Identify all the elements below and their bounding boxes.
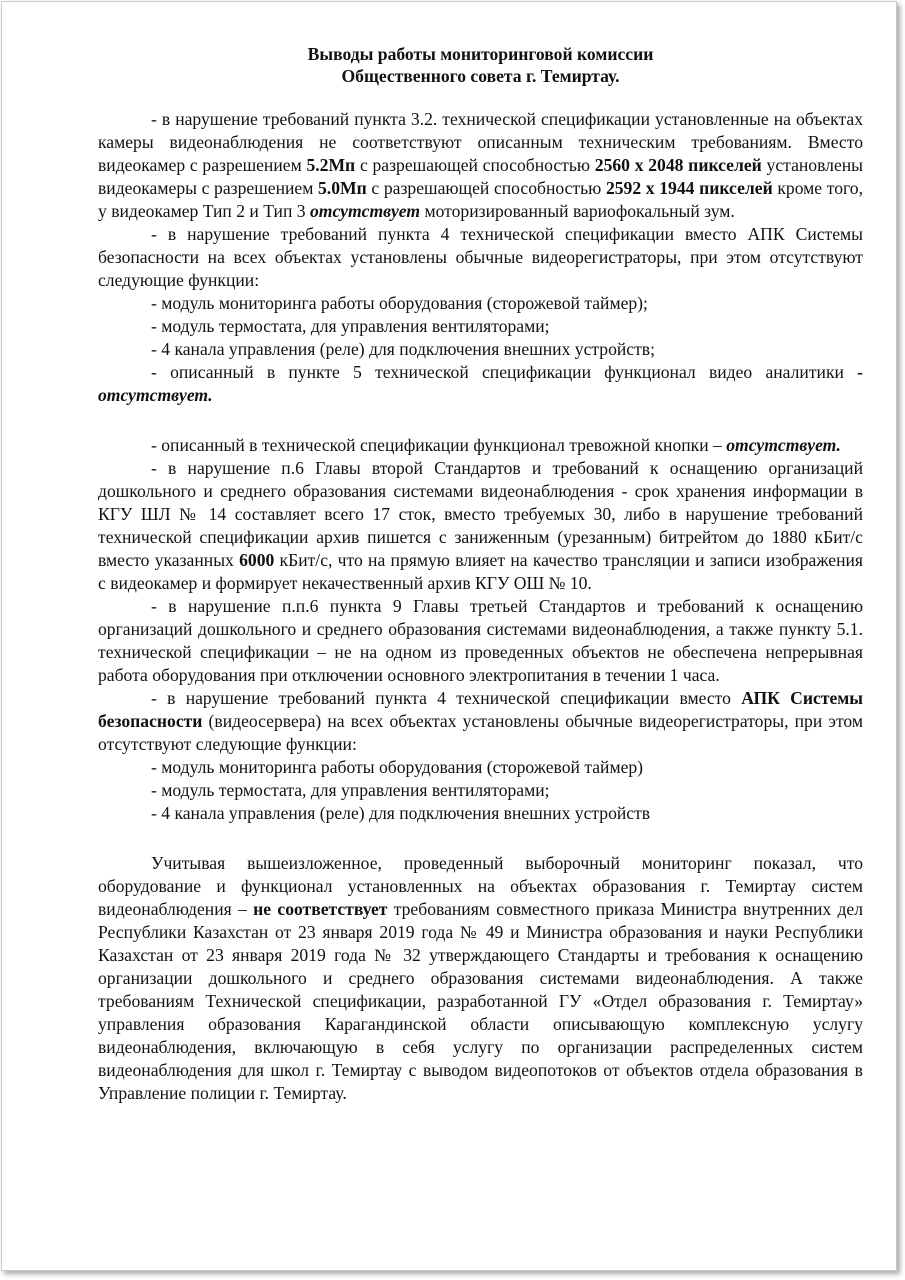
paragraph-analytics — [98, 361, 863, 407]
text-run: - в нарушение п.6 Главы второй Стандартов и требований к оснащению организаций дошкольного и среднего образования системами видеонаблюдения - срок хранения информации в КГУ ШЛ № 14 составляет всего 17 сток, вместо требуемых 30, либо в нарушение требований технической спецификации архив пишется с заниженным (урезанным) битрейтом до 1880 кБит/с вместо указанных — [98, 458, 863, 570]
bold-run: - — [857, 362, 863, 382]
paragraph-storage — [98, 457, 863, 595]
bold-run: 6000 — [239, 550, 275, 570]
title-line-1: Выводы работы мониторинговой комиссии — [307, 44, 654, 64]
bold-run: 5.2Мп — [306, 155, 356, 175]
text-run: кроме того, у видеокамер Тип 2 и Тип 3 — [98, 178, 864, 221]
title-line-2: Общественного совета г. Темиртау. — [341, 66, 620, 86]
document-body — [98, 43, 863, 1105]
paragraph-conclusion — [98, 852, 863, 1105]
text-run: кБит/с, что на прямую влияет на качество трансляции и записи изображения с видеокамер и формирует некачественный архив КГУ ОШ № 10. — [98, 550, 864, 593]
text-run: - в нарушение требований пункта 3.2. технической спецификации установленные на объектах камеры видеонаблюдения не соответствуют описанным техническим требованиям. Вместо видеокамер с разрешением — [98, 109, 863, 175]
paragraph-apk-server — [98, 687, 863, 756]
bold-italic-run: отсутствует. — [726, 435, 841, 455]
text-run: требованиям совместного приказа Министра внутренних дел Республики Казахстан от 23 января 2019 года № 49 и Министра образования и науки Республики Казахстан от 23 января 2019 года № 32 утверждающего Стандарты и требования к оснащению организации дошкольного и среднего образования системами видеонаблюдения. А также требованиям Технической спецификации, разработанной ГУ «Отдел образования г. Темиртау» управления образования Карагандинской области описывающую комплексную услугу видеонаблюдения, включающую в себя услугу по организации распределенных систем видеонаблюдения для школ г. Темиртау с выводом видеопотоков от объектов отдела образования в Управление полиции г. Темиртау. — [98, 899, 864, 1103]
text-run: - в нарушение требований пункта 4 технической спецификации вместо — [151, 688, 742, 708]
spacer — [98, 825, 863, 852]
list-item: - модуль термостата, для управления вентиляторами; — [151, 316, 550, 336]
bold-italic-run: отсутствует. — [98, 385, 213, 405]
paragraph-power: - в нарушение п.п.6 пункта 9 Главы третьей Стандартов и требований к оснащению организаций дошкольного и среднего образования системами видеонаблюдения, а также пункту 5.1. технической спецификации – не на одном из проведенных объектов не обеспечена непрерывная работа оборудования при отключении основного электропитания в течении 1 часа. — [98, 596, 863, 685]
text-run: - описанный в пункте 5 технической спецификации функционал видео аналитики — [151, 362, 858, 382]
paragraph-apk: - в нарушение требований пункта 4 технической спецификации вместо АПК Системы безопасности на всех объектах установлены обычные видеорегистраторы, при этом отсутствуют следующие функции: — [98, 224, 863, 290]
paragraph-panic-button — [98, 434, 863, 457]
text-run: - описанный в технической спецификации функционал тревожной кнопки – — [151, 435, 727, 455]
text-run: установлены видеокамеры с разрешением — [98, 155, 863, 198]
list-item: - модуль мониторинга работы оборудования (сторожевой таймер) — [151, 757, 644, 777]
list-item: - 4 канала управления (реле) для подключения внешних устройств; — [151, 339, 655, 359]
bold-italic-run: отсутствует — [309, 201, 421, 221]
list-item: - 4 канала управления (реле) для подключения внешних устройств — [151, 803, 651, 823]
text-run: моторизированный вариофокальный зум. — [420, 201, 735, 221]
text-run: Учитывая вышеизложенное, проведенный выборочный мониторинг показал, что оборудование и функционал установленных на объектах образования г. Темиртау систем видеонаблюдения – — [98, 853, 863, 919]
bold-run: 2560 х 2048 пикселей — [594, 155, 762, 175]
bold-run: АПК Системы безопасности — [98, 688, 863, 731]
list-item: - модуль мониторинга работы оборудования (сторожевой таймер); — [151, 293, 648, 313]
paragraph-cameras — [98, 108, 863, 223]
text-run: с разрешающей способностью — [355, 155, 595, 175]
document-title — [98, 43, 863, 87]
text-run: с разрешающей способностью — [366, 178, 606, 198]
spacer — [98, 407, 863, 434]
bold-run: 5.0Мп — [318, 178, 367, 198]
bold-run: не соответствует — [253, 899, 388, 919]
document-page — [1, 1, 897, 1271]
bold-run: 2592 х 1944 пикселей — [605, 178, 773, 198]
text-run: (видеосервера) на всех объектах установлены обычные видеорегистраторы, при этом отсутствуют следующие функции: — [98, 711, 863, 754]
list-item: - модуль термостата, для управления вентиляторами; — [151, 780, 550, 800]
